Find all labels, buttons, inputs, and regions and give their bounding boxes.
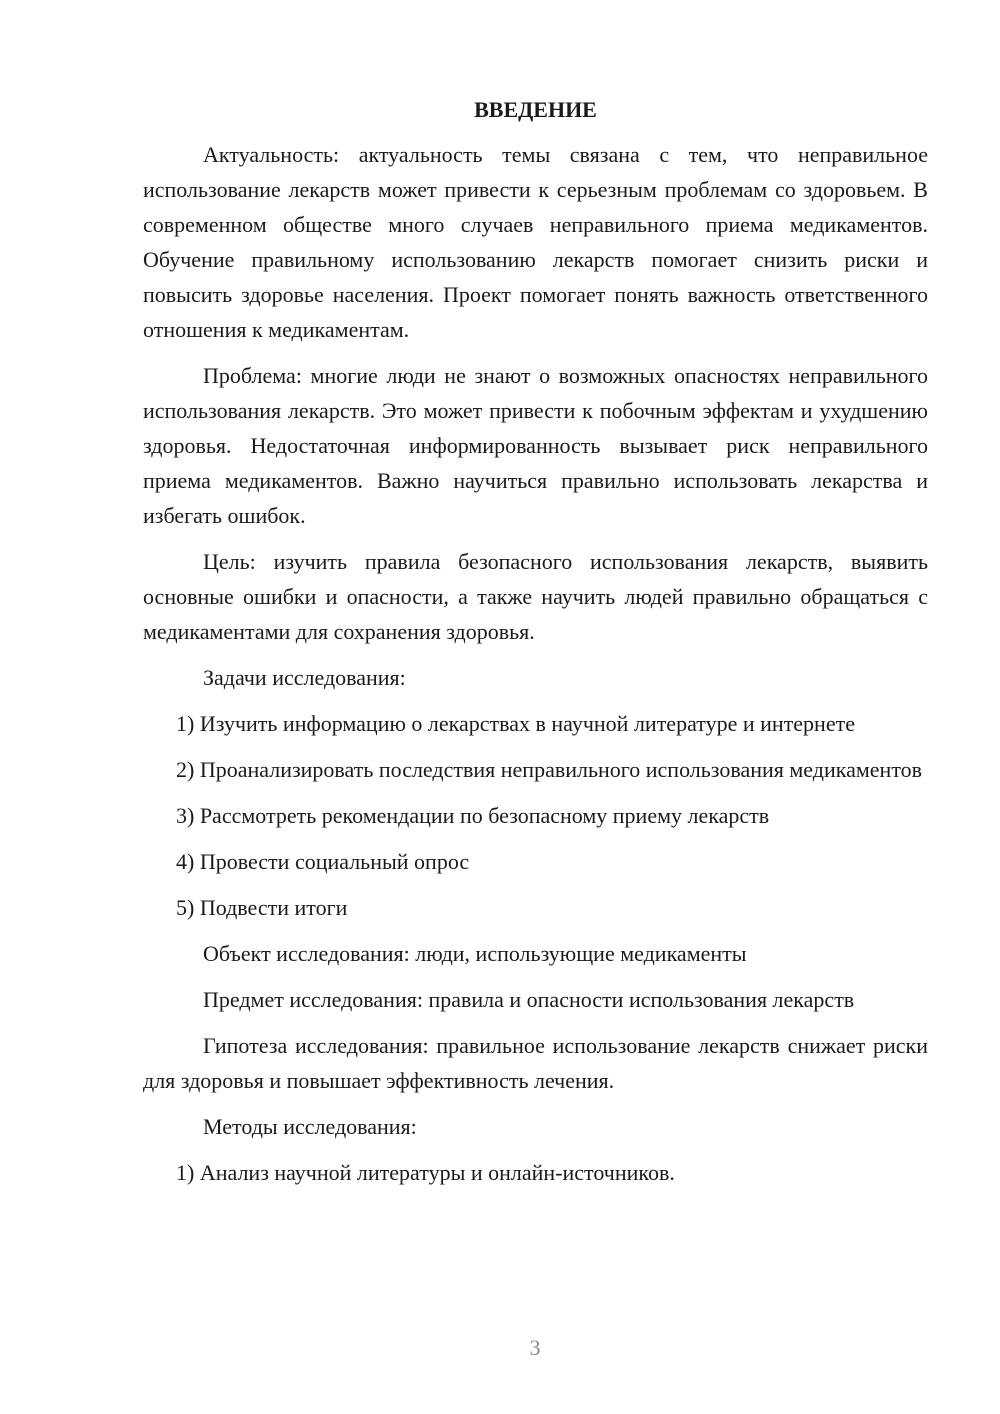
section-title: ВВЕДЕНИЕ — [474, 97, 597, 122]
hypothesis-paragraph: Гипотеза исследования: правильное использование лекарств снижает риски для здоровья и повышает эффективность лечения. — [143, 1033, 928, 1093]
task-item-4: 4) Провести социальный опрос — [176, 849, 470, 874]
task-item-1: 1) Изучить информацию о лекарствах в научной литературе и интернете — [176, 711, 855, 736]
methods-heading: Методы исследования: — [203, 1114, 417, 1139]
tasks-heading: Задачи исследования: — [203, 665, 406, 690]
problem-paragraph: Проблема: многие люди не знают о возможных опасностях неправильного использования лекарств. Это может привести к побочным эффектам и ухудшению здоровья. Недостаточная информированность вызывает риск неправильного приема медикаментов. Важно научиться правильно использовать лекарства и избегать ошибок. — [143, 363, 928, 528]
object-paragraph: Объект исследования: люди, использующие медикаменты — [203, 941, 747, 966]
task-item-3: 3) Рассмотреть рекомендации по безопасному приему лекарств — [176, 803, 770, 828]
goal-paragraph: Цель: изучить правила безопасного использования лекарств, выявить основные ошибки и опасности, а также научить людей правильно обращаться с медикаментами для сохранения здоровья. — [143, 549, 928, 644]
task-item-2: 2) Проанализировать последствия неправильного использования медикаментов — [176, 757, 923, 782]
document-body — [143, 95, 928, 1201]
subject-paragraph: Предмет исследования: правила и опасности использования лекарств — [203, 987, 855, 1012]
page-number: 3 — [529, 1335, 541, 1360]
method-item-1: 1) Анализ научной литературы и онлайн-источников. — [176, 1160, 675, 1185]
relevance-paragraph: Актуальность: актуальность темы связана с тем, что неправильное использование лекарств может привести к серьезным проблемам со здоровьем. В современном обществе много случаев неправильного приема медикаментов. Обучение правильному использованию лекарств помогает снизить риски и повысить здоровье населения. Проект помогает понять важность ответственного отношения к медикаментам. — [143, 142, 928, 342]
task-item-5: 5) Подвести итоги — [176, 895, 348, 920]
